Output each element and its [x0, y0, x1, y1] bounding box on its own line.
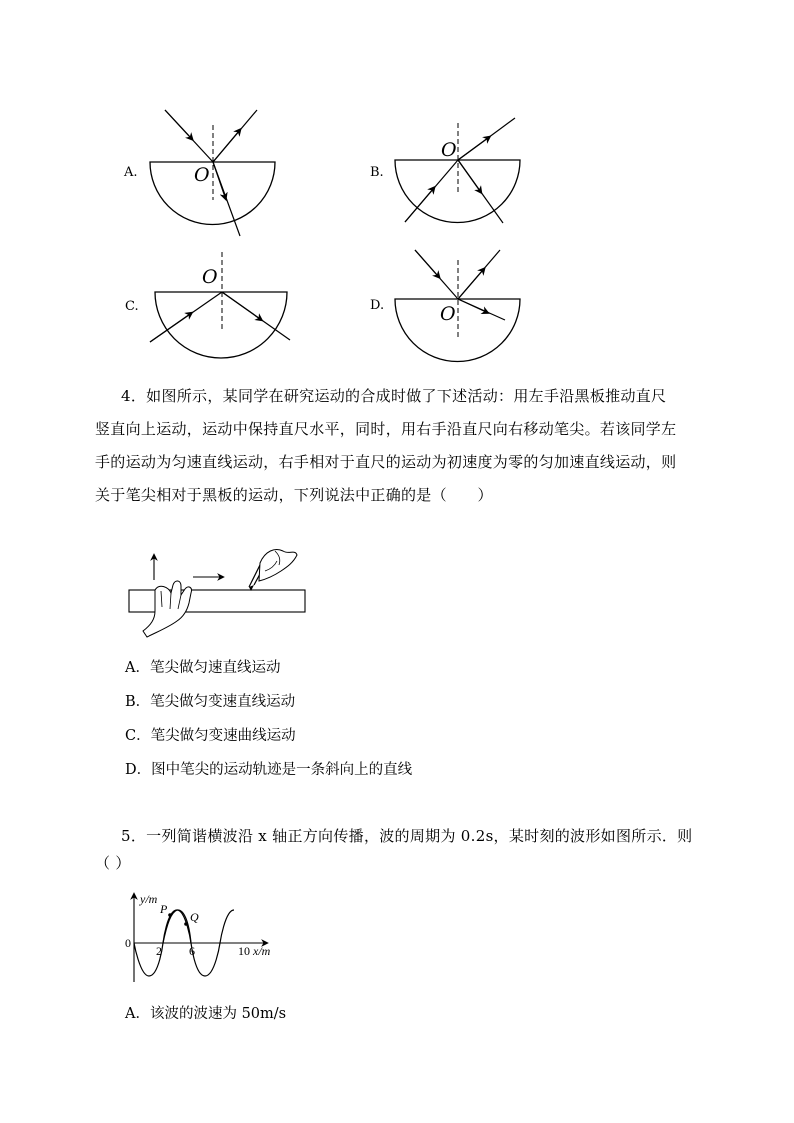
- option-d-figure: [390, 245, 530, 370]
- origin-label: 0: [125, 936, 131, 950]
- option-c-letter: C.: [125, 299, 139, 314]
- option-a-origin: O: [194, 164, 210, 186]
- question-5-choice-a: A．该波的波速为 50m/s: [125, 1006, 287, 1022]
- tick-2: 2: [156, 944, 162, 958]
- wave-figure: [120, 892, 270, 987]
- question-4-choice-c: C．笔尖做匀变速曲线运动: [125, 728, 296, 744]
- option-c-origin: O: [202, 266, 218, 288]
- point-q: [184, 922, 188, 926]
- ruler-hand-figure: [125, 545, 315, 640]
- question-4-line-4: 关于笔尖相对于黑板的运动，下列说法中正确的是（ ）: [95, 486, 493, 504]
- option-a-letter: A.: [124, 165, 138, 180]
- question-4-stem: [95, 380, 695, 512]
- tick-10: 10: [238, 944, 250, 958]
- point-p: [168, 913, 172, 917]
- point-p-label: P: [160, 902, 168, 916]
- option-d-letter: D.: [370, 298, 385, 313]
- x-axis-label: x/m: [253, 944, 271, 958]
- question-4-line-2: 竖直向上运动，运动中保持直尺水平，同时，用右手沿直尺向右移动笔尖。若该同学左: [95, 420, 677, 438]
- option-b-origin: O: [441, 139, 457, 161]
- option-c-figure: [150, 250, 295, 365]
- question-4-line-1: 4．如图所示，某同学在研究运动的合成时做了下述活动：用左手沿黑板推动直尺: [121, 387, 667, 405]
- question-4-choice-d: D．图中笔尖的运动轨迹是一条斜向上的直线: [125, 762, 413, 778]
- question-5-stem: [95, 820, 695, 880]
- option-b-letter: B.: [370, 165, 384, 180]
- tick-6: 6: [189, 944, 195, 958]
- question-5-line-1: 5．一列简谐横波沿 x 轴正方向传播，波的周期为 0.2s，某时刻的波形如图所示．则: [121, 827, 693, 845]
- question-4-choice-b: B．笔尖做匀变速直线运动: [125, 694, 296, 710]
- option-b-figure: [390, 115, 530, 235]
- question-4-line-3: 手的运动为匀速直线运动，右手相对于直尺的运动为初速度为零的匀加速直线运动，则: [95, 453, 677, 471]
- question-5-line-2: （ ）: [95, 854, 131, 872]
- option-d-origin: O: [440, 303, 456, 325]
- question-4-choice-a: A．笔尖做匀速直线运动: [125, 660, 281, 676]
- point-q-label: Q: [190, 910, 199, 924]
- option-a-figure: [145, 105, 285, 240]
- y-axis-label: y/m: [140, 892, 158, 906]
